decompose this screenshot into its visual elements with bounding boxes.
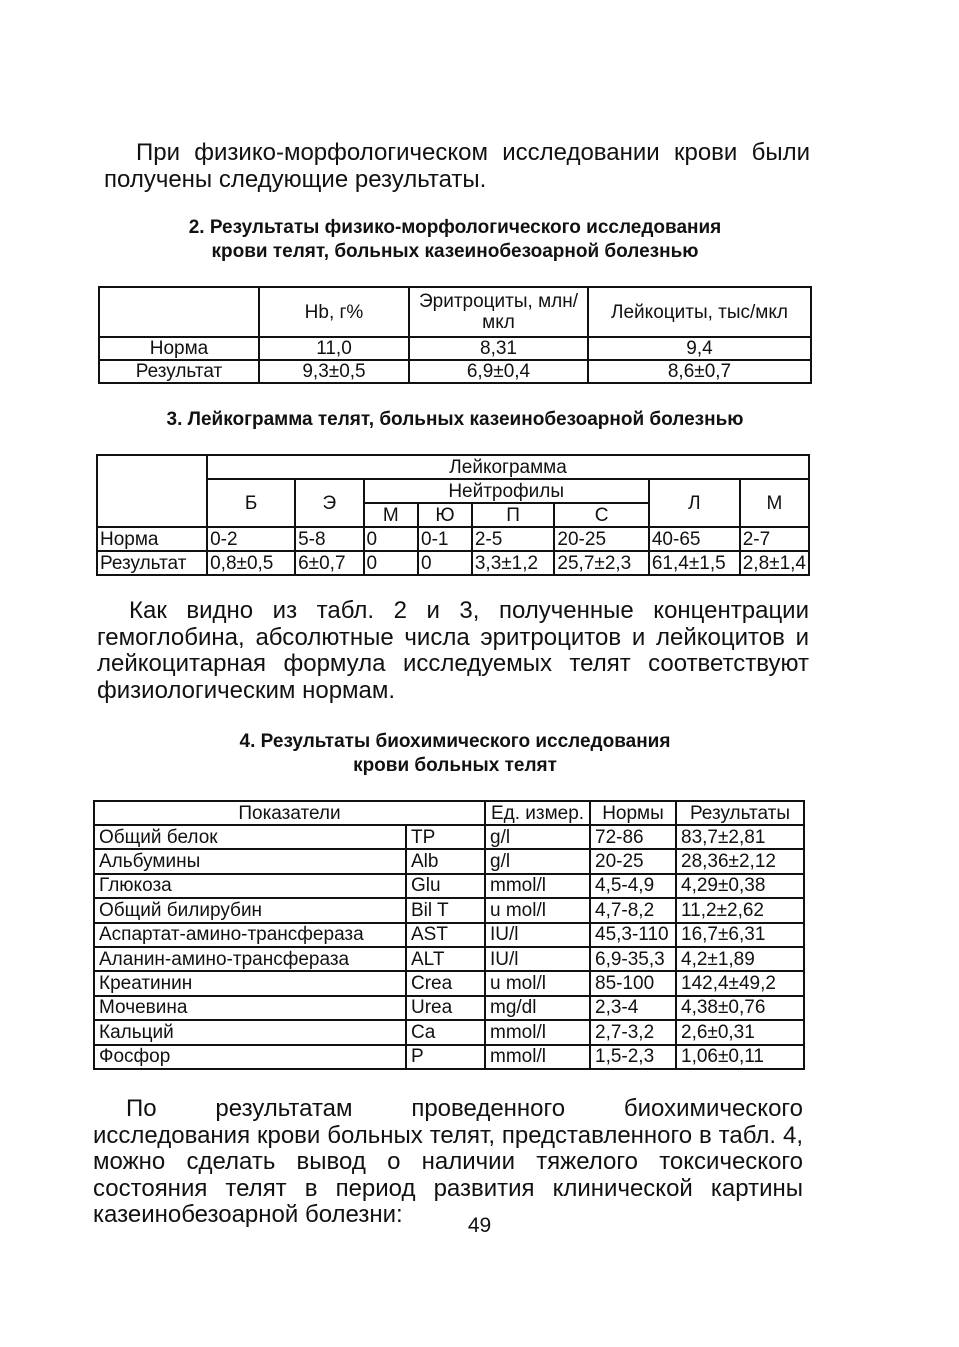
table-cell: 0 <box>364 527 419 551</box>
table-cell: mmol/l <box>485 1020 590 1044</box>
table-cell: AST <box>406 923 485 947</box>
table-cell: u mol/l <box>485 971 590 995</box>
header-cell: Показатели <box>94 801 485 825</box>
table-cell: 20-25 <box>590 849 676 873</box>
table3-caption: 3. Лейкограмма телят, больных казеинобезоарной болезнью <box>166 409 744 430</box>
leukogram-header: Лейкограмма <box>207 455 809 479</box>
table-cell: 20-25 <box>554 527 648 551</box>
table-cell: 8,31 <box>409 337 588 360</box>
table-cell: mg/dl <box>485 996 590 1020</box>
table-cell: 2,3-4 <box>590 996 676 1020</box>
table-cell: P <box>406 1045 485 1069</box>
neutrophils-header: Нейтрофилы <box>364 479 649 503</box>
table-leukogram <box>96 454 810 576</box>
table-cell: 83,7±2,81 <box>676 825 804 849</box>
table-cell: Аланин-амино-трансфераза <box>94 947 406 971</box>
table-cell: Ca <box>406 1020 485 1044</box>
table-cell: 8,6±0,7 <box>588 360 811 383</box>
table-cell: Glu <box>406 874 485 898</box>
table-cell: 4,5-4,9 <box>590 874 676 898</box>
table-blood-morphology <box>98 286 812 384</box>
table-row <box>94 849 804 873</box>
table-cell: mmol/l <box>485 874 590 898</box>
table-cell: 4,7-8,2 <box>590 898 676 922</box>
table2-caption-line2: крови телят, больных казеинобезоарной болезнью <box>211 241 699 262</box>
table-cell: Норма <box>99 337 259 360</box>
table-cell: Crea <box>406 971 485 995</box>
table-cell: 2-7 <box>740 527 809 551</box>
col-header-l: Л <box>649 479 740 527</box>
table-cell: 0-1 <box>418 527 472 551</box>
table-cell: 72-86 <box>590 825 676 849</box>
header-cell: Результаты <box>676 801 804 825</box>
col-header-yu: Ю <box>418 503 472 527</box>
table-row <box>94 1020 804 1044</box>
table-cell: Общий белок <box>94 825 406 849</box>
table-row <box>94 923 804 947</box>
table-cell: u mol/l <box>485 898 590 922</box>
table-cell: IU/l <box>485 947 590 971</box>
table-cell: 6±0,7 <box>295 551 363 575</box>
table-row <box>94 874 804 898</box>
col-header-e: Э <box>295 479 363 527</box>
table-cell: 40-65 <box>649 527 740 551</box>
table-cell: Результат <box>99 360 259 383</box>
table-cell: Bil T <box>406 898 485 922</box>
table-cell: 25,7±2,3 <box>554 551 648 575</box>
header-cell: Лейкоциты, тыс/мкл <box>588 287 811 337</box>
col-header-mo: М <box>740 479 809 527</box>
table-cell: 5-8 <box>295 527 363 551</box>
table-cell: IU/l <box>485 923 590 947</box>
table-cell: Общий билирубин <box>94 898 406 922</box>
table-cell: 11,2±2,62 <box>676 898 804 922</box>
table-row <box>94 971 804 995</box>
header-cell: Ед. измер. <box>485 801 590 825</box>
table-cell: 0-2 <box>207 527 295 551</box>
table-cell: 4,29±0,38 <box>676 874 804 898</box>
table-cell: 2,8±1,4 <box>740 551 809 575</box>
table-cell: ALT <box>406 947 485 971</box>
table2-caption-line1: 2. Результаты физико-морфологического исследования <box>188 217 722 238</box>
table-cell: 4,38±0,76 <box>676 996 804 1020</box>
table-cell: Аспартат-амино-трансфераза <box>94 923 406 947</box>
table-cell: 9,3±0,5 <box>259 360 409 383</box>
table-cell: g/l <box>485 849 590 873</box>
table-cell: 16,7±6,31 <box>676 923 804 947</box>
table-cell: Мочевина <box>94 996 406 1020</box>
table-row <box>94 898 804 922</box>
table4-caption <box>98 730 812 778</box>
table-cell: 61,4±1,5 <box>649 551 740 575</box>
table-cell: 2,6±0,31 <box>676 1020 804 1044</box>
final-paragraph: По результатам проведенного биохимического исследования крови больных телят, представленного в табл. 4, можно сделать вывод о наличии тяжелого токсического состояния телят в период развития клинической картины казеинобезоарной болезни: <box>93 1095 803 1228</box>
col-header-m: М <box>364 503 419 527</box>
table-cell: 4,2±1,89 <box>676 947 804 971</box>
header-cell: Hb, г% <box>259 287 409 337</box>
col-header-p: П <box>472 503 555 527</box>
table4-caption-line2: крови больных телят <box>353 755 557 776</box>
table-row <box>99 360 811 383</box>
table-row <box>97 527 809 551</box>
table-cell: Urea <box>406 996 485 1020</box>
table-cell: 2,7-3,2 <box>590 1020 676 1044</box>
header-cell <box>97 455 207 527</box>
table-cell: 45,3-110 <box>590 923 676 947</box>
table-cell: 11,0 <box>259 337 409 360</box>
table2-caption <box>98 216 812 264</box>
table-cell: Глюкоза <box>94 874 406 898</box>
table4-caption-line1: 4. Результаты биохимического исследования <box>239 731 671 752</box>
table-row <box>94 825 804 849</box>
header-cell <box>99 287 259 337</box>
table-cell: 6,9-35,3 <box>590 947 676 971</box>
table-row <box>94 996 804 1020</box>
table-header-row <box>94 801 804 825</box>
table-cell: 0,8±0,5 <box>207 551 295 575</box>
table-row <box>94 1045 804 1069</box>
table-cell: 2-5 <box>472 527 555 551</box>
table-cell: TP <box>406 825 485 849</box>
header-cell: Эритроциты, млн/мкл <box>409 287 588 337</box>
table-cell: g/l <box>485 825 590 849</box>
table-cell: 1,5-2,3 <box>590 1045 676 1069</box>
table-cell: Кальций <box>94 1020 406 1044</box>
table-cell: mmol/l <box>485 1045 590 1069</box>
table-cell: Результат <box>97 551 207 575</box>
intro-paragraph: При физико-морфологическом исследовании крови были получены следующие результаты. <box>104 139 810 193</box>
table-cell: 85-100 <box>590 971 676 995</box>
table-cell: 9,4 <box>588 337 811 360</box>
table-cell: 3,3±1,2 <box>472 551 555 575</box>
table-cell: Креатинин <box>94 971 406 995</box>
table-cell: Alb <box>406 849 485 873</box>
table-cell: Норма <box>97 527 207 551</box>
header-cell: Нормы <box>590 801 676 825</box>
table-cell: 28,36±2,12 <box>676 849 804 873</box>
table-cell: Фосфор <box>94 1045 406 1069</box>
table-cell: 0 <box>418 551 472 575</box>
table-row <box>99 337 811 360</box>
table-cell: 0 <box>364 551 419 575</box>
table-cell: 142,4±49,2 <box>676 971 804 995</box>
table-cell: Альбумины <box>94 849 406 873</box>
table-row <box>97 551 809 575</box>
middle-paragraph: Как видно из табл. 2 и 3, полученные концентрации гемоглобина, абсолютные числа эритроцитов и лейкоцитов и лейкоцитарная формула исследуемых телят соответствуют физиологическим нормам. <box>97 597 809 704</box>
table-cell: 6,9±0,4 <box>409 360 588 383</box>
table-header-row <box>97 455 809 479</box>
col-header-s: С <box>554 503 648 527</box>
table-header-row <box>99 287 811 337</box>
col-header-b: Б <box>207 479 295 527</box>
table-row <box>94 947 804 971</box>
table-biochemistry <box>93 800 805 1070</box>
table-cell: 1,06±0,11 <box>676 1045 804 1069</box>
page-number: 49 <box>467 1214 492 1237</box>
